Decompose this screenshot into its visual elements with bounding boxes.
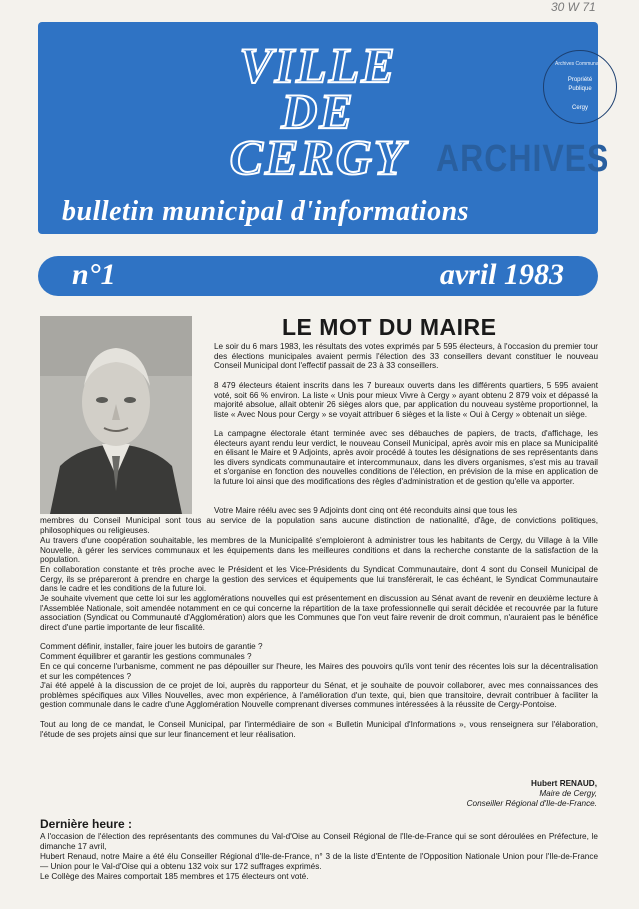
article-paragraph: En collaboration constante et très proche avec le Président et les Vice-Présidents du Syndicat Communautaire, dont 4 sont du Conseil Municipal de Cergy, ils se prépareront à prendre en charge la gestion des services et équipements que lui transférerait, le cas échéant, le Syndicat Communautaire dans le cadre et les conditions de la future loi. [40,565,598,594]
article-title: LE MOT DU MAIRE [282,314,497,340]
stamp-ring-text: Archives Communales [554,61,606,67]
mayor-portrait [40,316,192,514]
article-paragraph: La campagne électorale étant terminée avec ses débauches de papiers, de tracts, d'affichage, les électeurs ayant rendu leur verdict, le nouveau Conseil Municipal, après avoir mis en place sa Municipalité en élisant le Maire et 9 Adjoints, après avoir procédé à toutes les désignations de ses représentants dans les divers syndicats communautaire et intercommunaux, dans les divers organismes, s'est mis au travail et s'organise en fonction des nouvelles conditions de l'élection, en prévision de la mise en application de la future loi ainsi que des modifications des règles d'administration et de gestion qu'elle va apporter. [214,429,598,486]
article-paragraph: Comment définir, installer, faire jouer les butoirs de garantie ? [40,642,263,651]
issue-number: n°1 [72,258,116,291]
late-news-paragraph: A l'occasion de l'élection des représentants des communes du Val-d'Oise au Conseil Régional de l'Ile-de-France qui se sont déroulées en Préfecture, le dimanche 17 avril, [40,832,598,851]
masthead [38,22,610,234]
article-paragraph: J'ai été appelé à la discussion de ce projet de loi, auprès du rapporteur du Sénat, et je souhaite de pouvoir collaborer, avec mes connaissances des problèmes spécifiques aux Villes Nouvelles, avec mon expérience, à l'amélioration d'un texte, qui, bien que transitoire, devrait contribuer à faciliter la gestion communale dans le cadre d'une Agglomération Nouvelle comprenant diverses communes intéressées à la réussite de Cergy-Pontoise. [40,681,598,710]
late-news-paragraph: Hubert Renaud, notre Maire a été élu Conseiller Régional d'Ile-de-France, n° 3 de la liste d'Entente de l'Opposition Nationale Union pour l'Ile-de-France — Union pour le Val-d'Oise qui a obtenu 132 voix sur 172 suffrages exprimés. [40,852,598,871]
article-paragraph: Au travers d'une coopération souhaitable, les membres de la Municipalité s'emploieront à administrer tous les habitants de Cergy, du Village à la Ville Nouvelle, à gérer les services communaux et les équipements dans les meilleures conditions et dans la recherche constante de la satisfaction de la population. [40,536,598,565]
issue-bar [38,256,598,296]
masthead-title-line1: VILLE [239,37,397,93]
signature-role: Conseiller Régional d'Ile-de-France. [466,799,597,808]
article-paragraph: Votre Maire réélu avec ses 9 Adjoints dont cinq ont été reconduits ainsi que tous les [214,506,518,515]
portrait-photo-icon [40,316,192,514]
article-paragraph: 8 479 électeurs étaient inscrits dans les 7 bureaux ouverts dans les différents quartiers, 5 595 avaient voté, soit 66 % environ. La liste « Unis pour mieux Vivre à Cergy » ayant obtenu 2 879 voix et dépassé la majorité absolue, allait obtenir 26 sièges alors que, par application du nouveau système proportionnel, la liste « Avec Nous pour Cergy » se voyait attribuer 6 sièges et la liste « Oui à Cergy » obtenait un siège. [214,381,598,419]
stamp-line1: Propriété [567,77,593,83]
archives-stamp [543,50,617,124]
article-paragraph: Tout au long de ce mandat, le Conseil Municipal, par l'intermédiaire de son « Bulletin Municipal d'Informations », vous renseignera sur l'élaboration, l'étude de ses projets ainsi que sur leur financement et leur réalisation. [40,720,598,739]
masthead-subtitle: bulletin municipal d'informations [62,196,470,227]
masthead-title-line2: DE [281,83,355,139]
article-paragraph: Comment équilibrer et garantir les gestions communales ? [40,652,252,661]
signature-name: Hubert RENAUD, [531,779,597,788]
stamp-line3: Cergy [571,105,588,111]
article-paragraph: membres du Conseil Municipal sont tous au service de la population sans aucune distinction de nationalité, d'âge, de convictions politiques, philosophiques ou religieuses. [40,516,598,535]
masthead-title-line3: CERGY [229,129,407,185]
late-news-paragraph: Le Collège des Maires comportait 185 membres et 175 électeurs ont voté. [40,872,309,881]
stamp-line2: Publique [568,86,592,92]
article-paragraph: En ce qui concerne l'urbanisme, comment ne pas dépouiller sur l'heure, les Maires des pouvoirs qu'ils vont tenir des récentes lois sur la décentralisation et sur les compétences ? [40,662,598,681]
archives-watermark: ARCHIVES [436,136,610,180]
issue-date: avril 1983 [439,258,564,291]
late-news-title: Dernière heure : [40,817,133,831]
signature-role: Maire de Cergy, [539,789,597,798]
article-paragraph: Le soir du 6 mars 1983, les résultats des votes exprimés par 5 595 électeurs, à l'occasion du premier tour des élections municipales avaient permis l'élection des 33 conseillers devant constituer le nouveau Conseil Municipal dont l'effectif passait de 23 à 33 conseillers. [214,342,598,371]
archive-handnote: 30 W 71 [551,0,596,14]
article-paragraph: Je souhaite vivement que cette loi sur les agglomérations nouvelles qui est présentement en discussion au Sénat avant de revenir en deuxième lecture à l'Assemblée Nationale, soit amendée notamment en ce qui concerne la répartition de la taxe professionnelle qui serait décidée et recouvrée par la future association (Syndicat ou Communauté d'Agglomération) alors que les Communes que l'on veut faire revenir de droit commun, n'auraient pas le bénéfice direct d'une partie importante de leur fiscalité. [40,594,598,632]
